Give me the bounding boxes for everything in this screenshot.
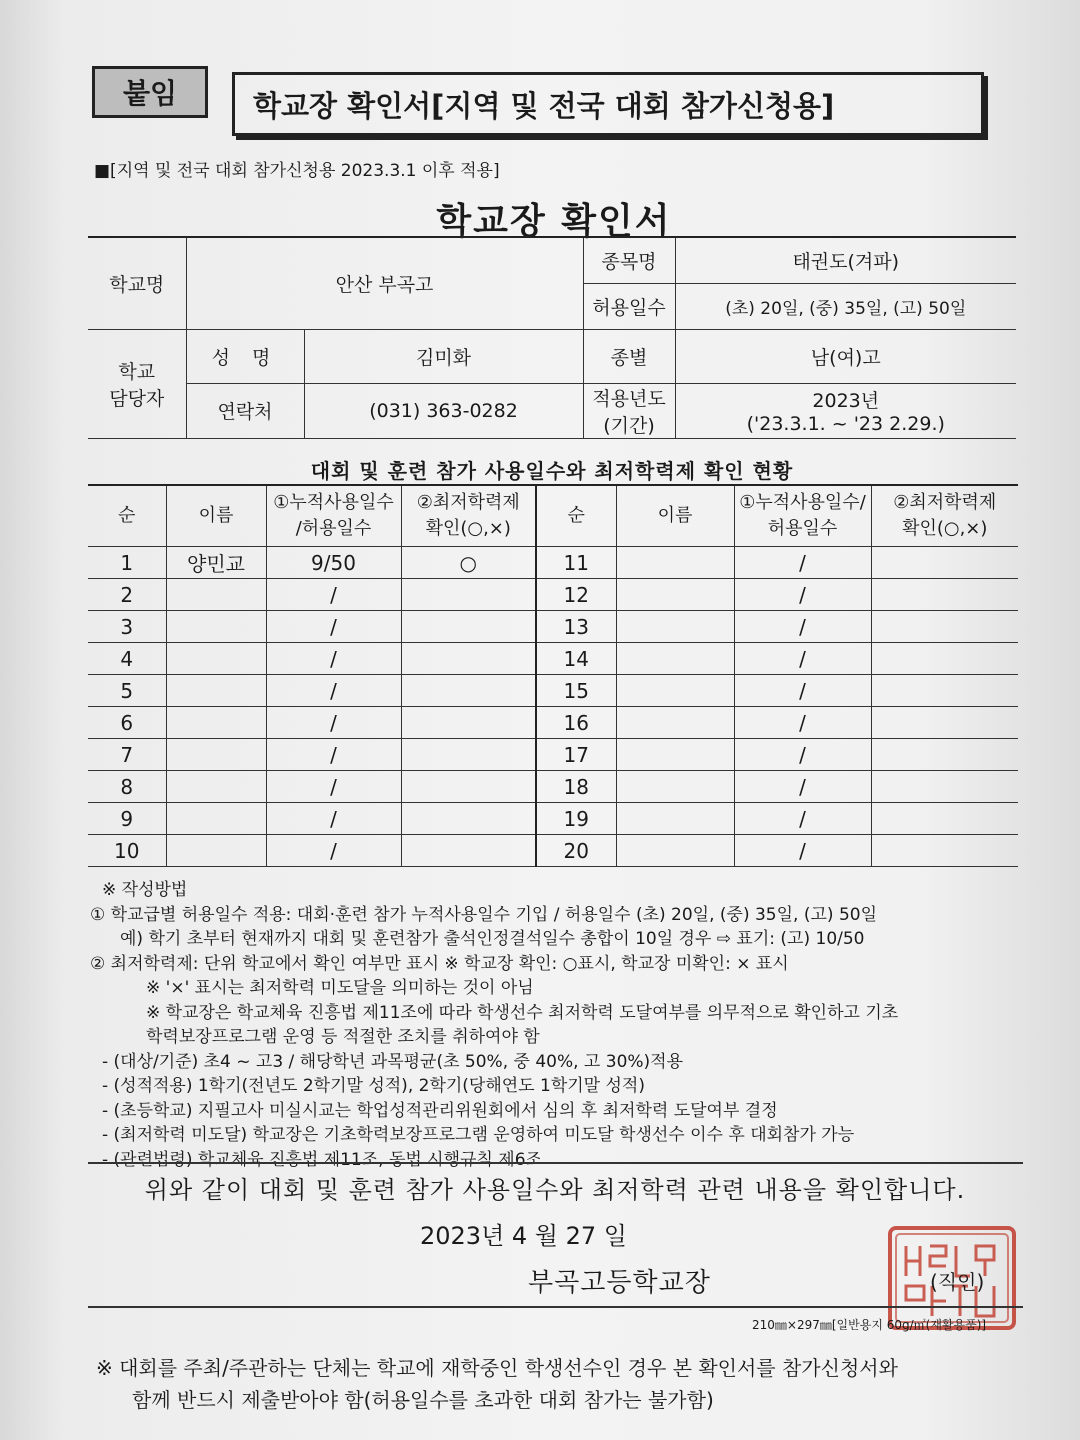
row-no: 3 xyxy=(88,611,166,643)
row-days: / xyxy=(734,803,871,835)
col-name-left: 이름 xyxy=(166,485,266,547)
table-row xyxy=(88,707,1018,739)
col-min-left-line1: ②최저학력제 xyxy=(416,492,520,513)
row-name: 양민교 xyxy=(166,547,266,579)
row-days: / xyxy=(734,643,871,675)
detail-3: - (초등학교) 지필고사 미실시교는 학업성적관리위원회에서 심의 후 최저학력 도달여부 결정 xyxy=(102,1100,778,1121)
signer-title: 부곡고등학교장 xyxy=(528,1268,711,1298)
table-row xyxy=(88,803,1018,835)
gender-label: 종별 xyxy=(583,329,675,383)
row-no: 20 xyxy=(536,835,616,867)
divider-bottom xyxy=(88,1306,1023,1308)
col-no-left: 순 xyxy=(88,485,166,547)
row-days: / xyxy=(266,707,401,739)
row-days: / xyxy=(734,675,871,707)
name-label: 성 명 xyxy=(186,329,304,383)
note-1a: ① 학교급별 허용일수 적용: 대회·훈련 참가 누적사용일수 기입 / 허용일수 (초) 20일, (중) 35일, (고) 50일 xyxy=(90,904,878,925)
detail-4: - (최저학력 미도달) 학교장은 기초학력보장프로그램 운영하여 미도달 학생선수 이수 후 대회참가 가능 xyxy=(102,1125,855,1145)
row-days: / xyxy=(266,803,401,835)
row-min xyxy=(871,771,1018,803)
col-days-right-line1: ①누적사용일수/ xyxy=(739,492,866,513)
table-row xyxy=(88,643,1018,675)
row-min xyxy=(871,835,1018,867)
form-title: 학교장 확인서 xyxy=(436,201,672,242)
row-name xyxy=(166,579,266,611)
applicability-note: ■[지역 및 전국 대회 참가신청용 2023.3.1 이후 적용] xyxy=(94,161,500,181)
row-days: / xyxy=(734,739,871,771)
row-min xyxy=(871,547,1018,579)
confirm-statement: 위와 같이 대회 및 훈련 참가 사용일수와 최저학력 관련 내용을 확인합니다. xyxy=(144,1176,966,1204)
submission-note-line1: ※ 대회를 주최/주관하는 단체는 학교에 재학중인 학생선수인 경우 본 확인서를 참가신청서와 xyxy=(96,1356,898,1380)
row-no: 12 xyxy=(536,579,616,611)
row-name xyxy=(166,675,266,707)
row-name xyxy=(166,739,266,771)
row-min xyxy=(401,675,536,707)
event-label: 종목명 xyxy=(583,237,675,283)
row-min xyxy=(401,611,536,643)
row-days: / xyxy=(266,643,401,675)
submission-note xyxy=(96,1352,1036,1416)
days-value: (초) 20일, (중) 35일, (고) 50일 xyxy=(675,283,1016,329)
row-no: 9 xyxy=(88,803,166,835)
manager-label-line2: 담당자 xyxy=(109,387,165,410)
row-name xyxy=(166,707,266,739)
row-min xyxy=(871,803,1018,835)
table-row xyxy=(88,675,1018,707)
row-no: 4 xyxy=(88,643,166,675)
row-min xyxy=(401,707,536,739)
table-row xyxy=(88,547,1018,579)
detail-1: - (대상/기준) 초4 ~ 고3 / 해당학년 과목평균(초 50%, 중 40%, 고 30%)적용 xyxy=(102,1051,684,1072)
row-no: 5 xyxy=(88,675,166,707)
manager-label-line1: 학교 xyxy=(118,360,156,383)
row-min xyxy=(401,643,536,675)
school-label: 학교명 xyxy=(88,237,186,329)
row-days: / xyxy=(266,835,401,867)
note-2b-line2: 학력보장프로그램 운영 등 적절한 조치를 취하여야 함 xyxy=(146,1027,540,1047)
row-min xyxy=(871,643,1018,675)
row-min xyxy=(401,739,536,771)
row-days: / xyxy=(734,707,871,739)
row-name xyxy=(616,547,734,579)
col-min-right-line1: ②최저학력제 xyxy=(893,492,997,513)
instructions xyxy=(90,878,1030,1172)
row-no: 17 xyxy=(536,739,616,771)
row-name xyxy=(616,835,734,867)
row-days: / xyxy=(734,611,871,643)
row-no: 18 xyxy=(536,771,616,803)
note-1b: 예) 학기 초부터 현재까지 대회 및 훈련참가 출석인정결석일수 총합이 10일 경우 ⇨ 표기: (고) 10/50 xyxy=(120,929,865,949)
contact-label: 연락처 xyxy=(186,383,304,438)
col-days-left-line2: /허용일수 xyxy=(295,518,372,539)
row-min xyxy=(401,803,536,835)
col-min-right xyxy=(871,485,1018,547)
row-days: / xyxy=(734,835,871,867)
row-min xyxy=(871,675,1018,707)
row-no: 10 xyxy=(88,835,166,867)
row-no: 1 xyxy=(88,547,166,579)
document-title: 학교장 확인서[지역 및 전국 대회 참가신청용] xyxy=(232,72,984,136)
manager-label xyxy=(88,329,186,438)
row-min xyxy=(871,611,1018,643)
issue-date: 2023년 4 월 27 일 xyxy=(420,1222,627,1250)
row-name xyxy=(616,579,734,611)
note-2b-line1: ※ 학교장은 학교체육 진흥법 제11조에 따라 학생선수 최저학력 도달여부를 의무적으로 확인하고 기초 xyxy=(146,1002,899,1023)
table-row xyxy=(88,579,1018,611)
row-no: 16 xyxy=(536,707,616,739)
row-no: 19 xyxy=(536,803,616,835)
row-no: 11 xyxy=(536,547,616,579)
attachment-tag: 붙임 xyxy=(92,66,208,118)
table-row xyxy=(88,611,1018,643)
detail-5: - (관련법령) 학교체육 진흥법 제11조, 동법 시행규칙 제6조 xyxy=(102,1149,542,1170)
note-2: ② 최저학력제: 단위 학교에서 확인 여부만 표시 ※ 학교장 확인: ○표시, 학교장 미확인: × 표시 xyxy=(90,953,789,974)
row-days: / xyxy=(266,611,401,643)
year-value-line2: ('23.3.1. ~ '23 2.29.) xyxy=(746,413,945,435)
row-min xyxy=(401,835,536,867)
row-min xyxy=(871,739,1018,771)
note-2a: ※ '×' 표시는 최저학력 미도달을 의미하는 것이 아님 xyxy=(146,978,534,998)
col-days-left-line1: ①누적사용일수 xyxy=(273,492,394,513)
row-no: 6 xyxy=(88,707,166,739)
row-no: 2 xyxy=(88,579,166,611)
row-name xyxy=(616,675,734,707)
col-name-right: 이름 xyxy=(616,485,734,547)
school-value: 안산 부곡고 xyxy=(186,237,583,329)
table-row xyxy=(88,739,1018,771)
year-value-line1: 2023년 xyxy=(812,390,880,412)
status-rows xyxy=(88,547,1018,867)
row-days: / xyxy=(734,579,871,611)
status-table xyxy=(88,484,1018,867)
row-name xyxy=(616,771,734,803)
name-value: 김미화 xyxy=(304,329,583,383)
row-no: 7 xyxy=(88,739,166,771)
table-row xyxy=(88,835,1018,867)
event-value: 태권도(겨파) xyxy=(675,237,1016,283)
seal-label: (직인) xyxy=(930,1270,985,1294)
row-no: 15 xyxy=(536,675,616,707)
year-label-line2: (기간) xyxy=(603,414,655,437)
year-value xyxy=(675,383,1016,438)
paper-spec: 210㎜×297㎜[일반용지 60g/㎡(재활용품)] xyxy=(752,1318,987,1332)
table-row xyxy=(88,771,1018,803)
row-min xyxy=(401,771,536,803)
row-days: / xyxy=(734,547,871,579)
detail-2: - (성적적용) 1학기(전년도 2학기말 성적), 2학기(당해연도 1학기말 성적) xyxy=(102,1076,645,1096)
row-name xyxy=(166,643,266,675)
col-no-right: 순 xyxy=(536,485,616,547)
row-min xyxy=(871,579,1018,611)
row-days: / xyxy=(266,739,401,771)
info-table xyxy=(88,236,1016,439)
contact-value: (031) 363-0282 xyxy=(304,383,583,438)
row-name xyxy=(166,771,266,803)
row-days: / xyxy=(266,675,401,707)
col-days-left xyxy=(266,485,401,547)
divider-top xyxy=(88,1162,1023,1164)
row-days: 9/50 xyxy=(266,547,401,579)
row-min: ○ xyxy=(401,547,536,579)
col-days-right xyxy=(734,485,871,547)
row-min xyxy=(871,707,1018,739)
row-name xyxy=(616,643,734,675)
row-name xyxy=(616,611,734,643)
row-days: / xyxy=(734,771,871,803)
row-min xyxy=(401,579,536,611)
notes-heading: ※ 작성방법 xyxy=(102,880,188,900)
col-days-right-line2: 허용일수 xyxy=(767,518,838,539)
row-name xyxy=(166,803,266,835)
days-label: 허용일수 xyxy=(583,283,675,329)
row-days: / xyxy=(266,579,401,611)
status-title: 대회 및 훈련 참가 사용일수와 최저학력제 확인 현황 xyxy=(310,459,794,483)
submission-note-line2: 함께 반드시 제출받아야 함(허용일수를 초과한 대회 참가는 불가함) xyxy=(132,1388,714,1412)
row-name xyxy=(166,835,266,867)
col-min-left xyxy=(401,485,536,547)
row-no: 13 xyxy=(536,611,616,643)
row-name xyxy=(166,611,266,643)
row-no: 8 xyxy=(88,771,166,803)
year-label xyxy=(583,383,675,438)
row-name xyxy=(616,803,734,835)
row-no: 14 xyxy=(536,643,616,675)
col-min-left-line2: 확인(○,×) xyxy=(425,518,511,539)
year-label-line1: 적용년도 xyxy=(592,387,666,410)
col-min-right-line2: 확인(○,×) xyxy=(902,518,988,539)
row-days: / xyxy=(266,771,401,803)
row-name xyxy=(616,739,734,771)
gender-value: 남(여)고 xyxy=(675,329,1016,383)
row-name xyxy=(616,707,734,739)
